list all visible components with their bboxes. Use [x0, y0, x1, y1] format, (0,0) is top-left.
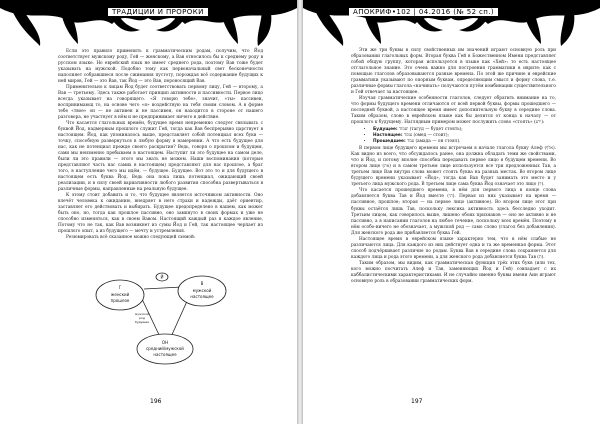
diagram-bottom-line: средний/мужской [146, 346, 184, 351]
paragraph: Что касается глагольных времён, будущее время непременно следует связывать с буквой Йод, надмерным прошлого служит Гей, тогда как Вав беспрерывно царствует в настоящем. Йод, как упоминалось выше, представляет собой потенциал всех букв — точку, способную развернуться в любую форму в намерении. А что есть будущее для нас, как не потенциал прежде своего раскрытия? Ведь, говоря о прошлом и будущем, сами мы неизменно пребываем в настоящем. Наступит ли это будущее на самом деле, были ли это правили — этого мы знать не можем. Наши воспоминания (которые представляют часть нас самих в настоящем) представляют для нас прошлое, а брат того, в наступление чего мы идём, — будущее. Будущее. Вот это то и для будущего в настоящем есть буква Йод. Ведь она пока лишь потенциал, ожидающий своей реализации, и в силу своей вариативности любого развития способна развертываться в различные формы, направленные на реальную будущее. [58, 121, 263, 193]
paragraph: Настоящее время в еврейском языке характерно тем, что в нём слабые не различаются лица. Для каждого из них действует одна и та же временная форма. Этот способ подчёркивает различие по родам. Буква Вав в середине слова сохраняется для каждого лица и рода этого времени, а для женского рода добавляется буква Тав (ת). [351, 236, 556, 260]
body-text [58, 49, 263, 242]
diagram-top-line: мужской [135, 312, 149, 316]
diagram-top-letter: Й [160, 274, 164, 280]
list-label: Настоящее: [373, 133, 403, 139]
paragraph: В первом лице будущего времени мы встречаем в начале глагола букву Алеф (אלף). Как видно из всего, что обсуждалось ранее, она должна обладать теми же свойствами, что и Йод, и потому вполне способна передавать первое лицо в будущем времени. Во втором лице (את) и в самом третьем лице используется все три предложенных Тав, а третьем лице Вав внутри слова может стоять буква на разных местах. Во втором лице будущего времени указывает «Йод», тогда как Вав будет занимать это место и у третьего лица мужского рода. В третьем лице сама буква Йод означает это лицо (יו). [351, 146, 557, 188]
diagram-top-line: будущее [135, 320, 149, 324]
page-number: 196 [150, 398, 162, 405]
left-page [0, 0, 297, 424]
paragraph: К этому стоит добавить и то, что будущее является источником активности. Оно влечёт человека к ожиданию, внедряет в него страхи и надежды, даёт ориентир, заставляет его действовать и выбирать. Будущее предопределено в нашем, как может быть оно, но, тогда как прошлое пассивно, оно замкнуто в своих формах и уже не способно изменяться, как в своем Вавом. Настоящий каждый раз в каждое явление, Потому что не так, как Вав возникнет из сумы Йод и Гей, так настоящее черпает из прошлого опыт, а из будущего — мечту и устремления. [58, 193, 263, 235]
diagram-left-letter: Г [118, 285, 122, 290]
list-text: עומד (омед — стоит); [403, 133, 450, 139]
list-text: יעמוד (тагуд — будет стоять); [399, 127, 463, 133]
paragraph: Эти же три буквы в силу свойственных им значений играют основную роль при образовании глагольных форм. Вторая буква Гей в Божественном Имени представляет собой общую группу, которая используется в языке как «Хей»: то есть настоящее отглагольное знание. Это очень важно для построения грамматики в иврите: как с помощью глаголов образовываются разные времена. По этой же причине и еврейские грамматики указывают по опорным буквам, определяющим смысл и форму слова, т.е. различные формы глагола «начинать» получаются путём комбинации существительного и Гей отвечает за настоящее. [351, 48, 556, 96]
diagram-bottom-line: ОН [161, 340, 169, 345]
page-number: 197 [411, 398, 423, 405]
paragraph: Что касается прошедшего времени, в нём для первого лица в конце слова добавляется буква Тав и Йод вместе (תי). Первая из них указывает на время — пассивное, прошлое; вторая — на первое лицо (активное). Во втором лице этот при буквы остаётся лишь Тав, поскольку лексика активность здесь бесследно уходит. Третьим лицом, как говорилось выше, лишено обоих признаков — оно не активно и не пассивно, а в написании глаголов на любое течение, поскольку всех времён. Поэтому в нём особо-ничего не обозначает, а мужской род — само слово (глагол без добавления). Для женского рода же прибавляется буква Гей. [351, 188, 556, 236]
paragraph: Резюмировать всё сказанное можно следующей схемой: [66, 235, 196, 241]
running-header: АПОКРИФ•102 | 04.2016 (№ 52 сп.) [349, 8, 498, 16]
right-page [303, 0, 600, 424]
diagram-left-line: прошлое [110, 298, 130, 303]
paragraph: Применительно к лицам Йод будет соответствовать первому лицу, Гей — второму, а Вав — третьему. Здесь также работает принцип активности и пассивности. Первое лицо всегда указывает на говорящего. «Я говорю тебе», значит, «ты» пассивен, воспринимающ то, на основе чего «я» воздействую на тебя своим словом. А в форме тебе «твое» он — не активен и не пассивен, он находится в стороне от нашего разговора, не участвует в нём и не предпринимает ничего в действие. [58, 85, 263, 121]
list-label: Будущее: [373, 127, 398, 133]
tense-list [373, 127, 556, 145]
paragraph: Таким образом, мы видим, как грамматическая функция трёх этих букв (или тех, кого можно посчитать Алеф и Тав, заменяющих Йод и Гей) совпадает с их каббалистическими характеристиками. И не случайно именно буквы имени Аин играют основную роль в образовании грамматических форм. [351, 260, 556, 284]
letters-diagram [82, 269, 242, 367]
list-item [373, 139, 556, 145]
list-label: Прошедшее: [373, 139, 406, 145]
list-text: עמד (амада — он стоял). [407, 139, 461, 145]
diagram-right-line: настоящее [190, 294, 214, 299]
diagram-right-letter: В [200, 281, 204, 286]
paragraph: Изучая грамматические особенности глаголов, следует обратить внимание на то, что формы будущего времени отличаются от всей первой буквы, формы прошедшего — последней буквой, а настоящее время имеет дополнительную букву в середине слова. Таким образом, слово в еврейском языке как бы делится от конца к началу — от прошлого к будущему. Наглядным примером может послужить слово «стоять» (ירע): [351, 96, 556, 126]
diagram-top-line: род [139, 316, 145, 320]
body-text [351, 48, 556, 285]
running-header: ТРАДИЦИИ И ПРОРОКИ [108, 8, 208, 16]
paragraph: Если это правило применить к грамматическим родам, получим, что Йод соответствует мужскому роду, Гей — женскому, а Вав относилось бы к среднему роду в русском языке. Но еврейский язык не имеет среднего рода, поэтому Вав тоже будет указывать на мужской. Подобно тому как первоначальный свет бесконечности наполняет собравшиеся после сжимания пустоту, порождая всё содержание будущих к ней миров, Гей — это Вав, так Йод — это Вав, пероносящий Вав. [58, 49, 263, 85]
diagram-bottom-line: настоящее [153, 352, 177, 357]
diagram-left-line: женский [110, 292, 130, 297]
diagram-right-line: мужской [192, 288, 212, 293]
